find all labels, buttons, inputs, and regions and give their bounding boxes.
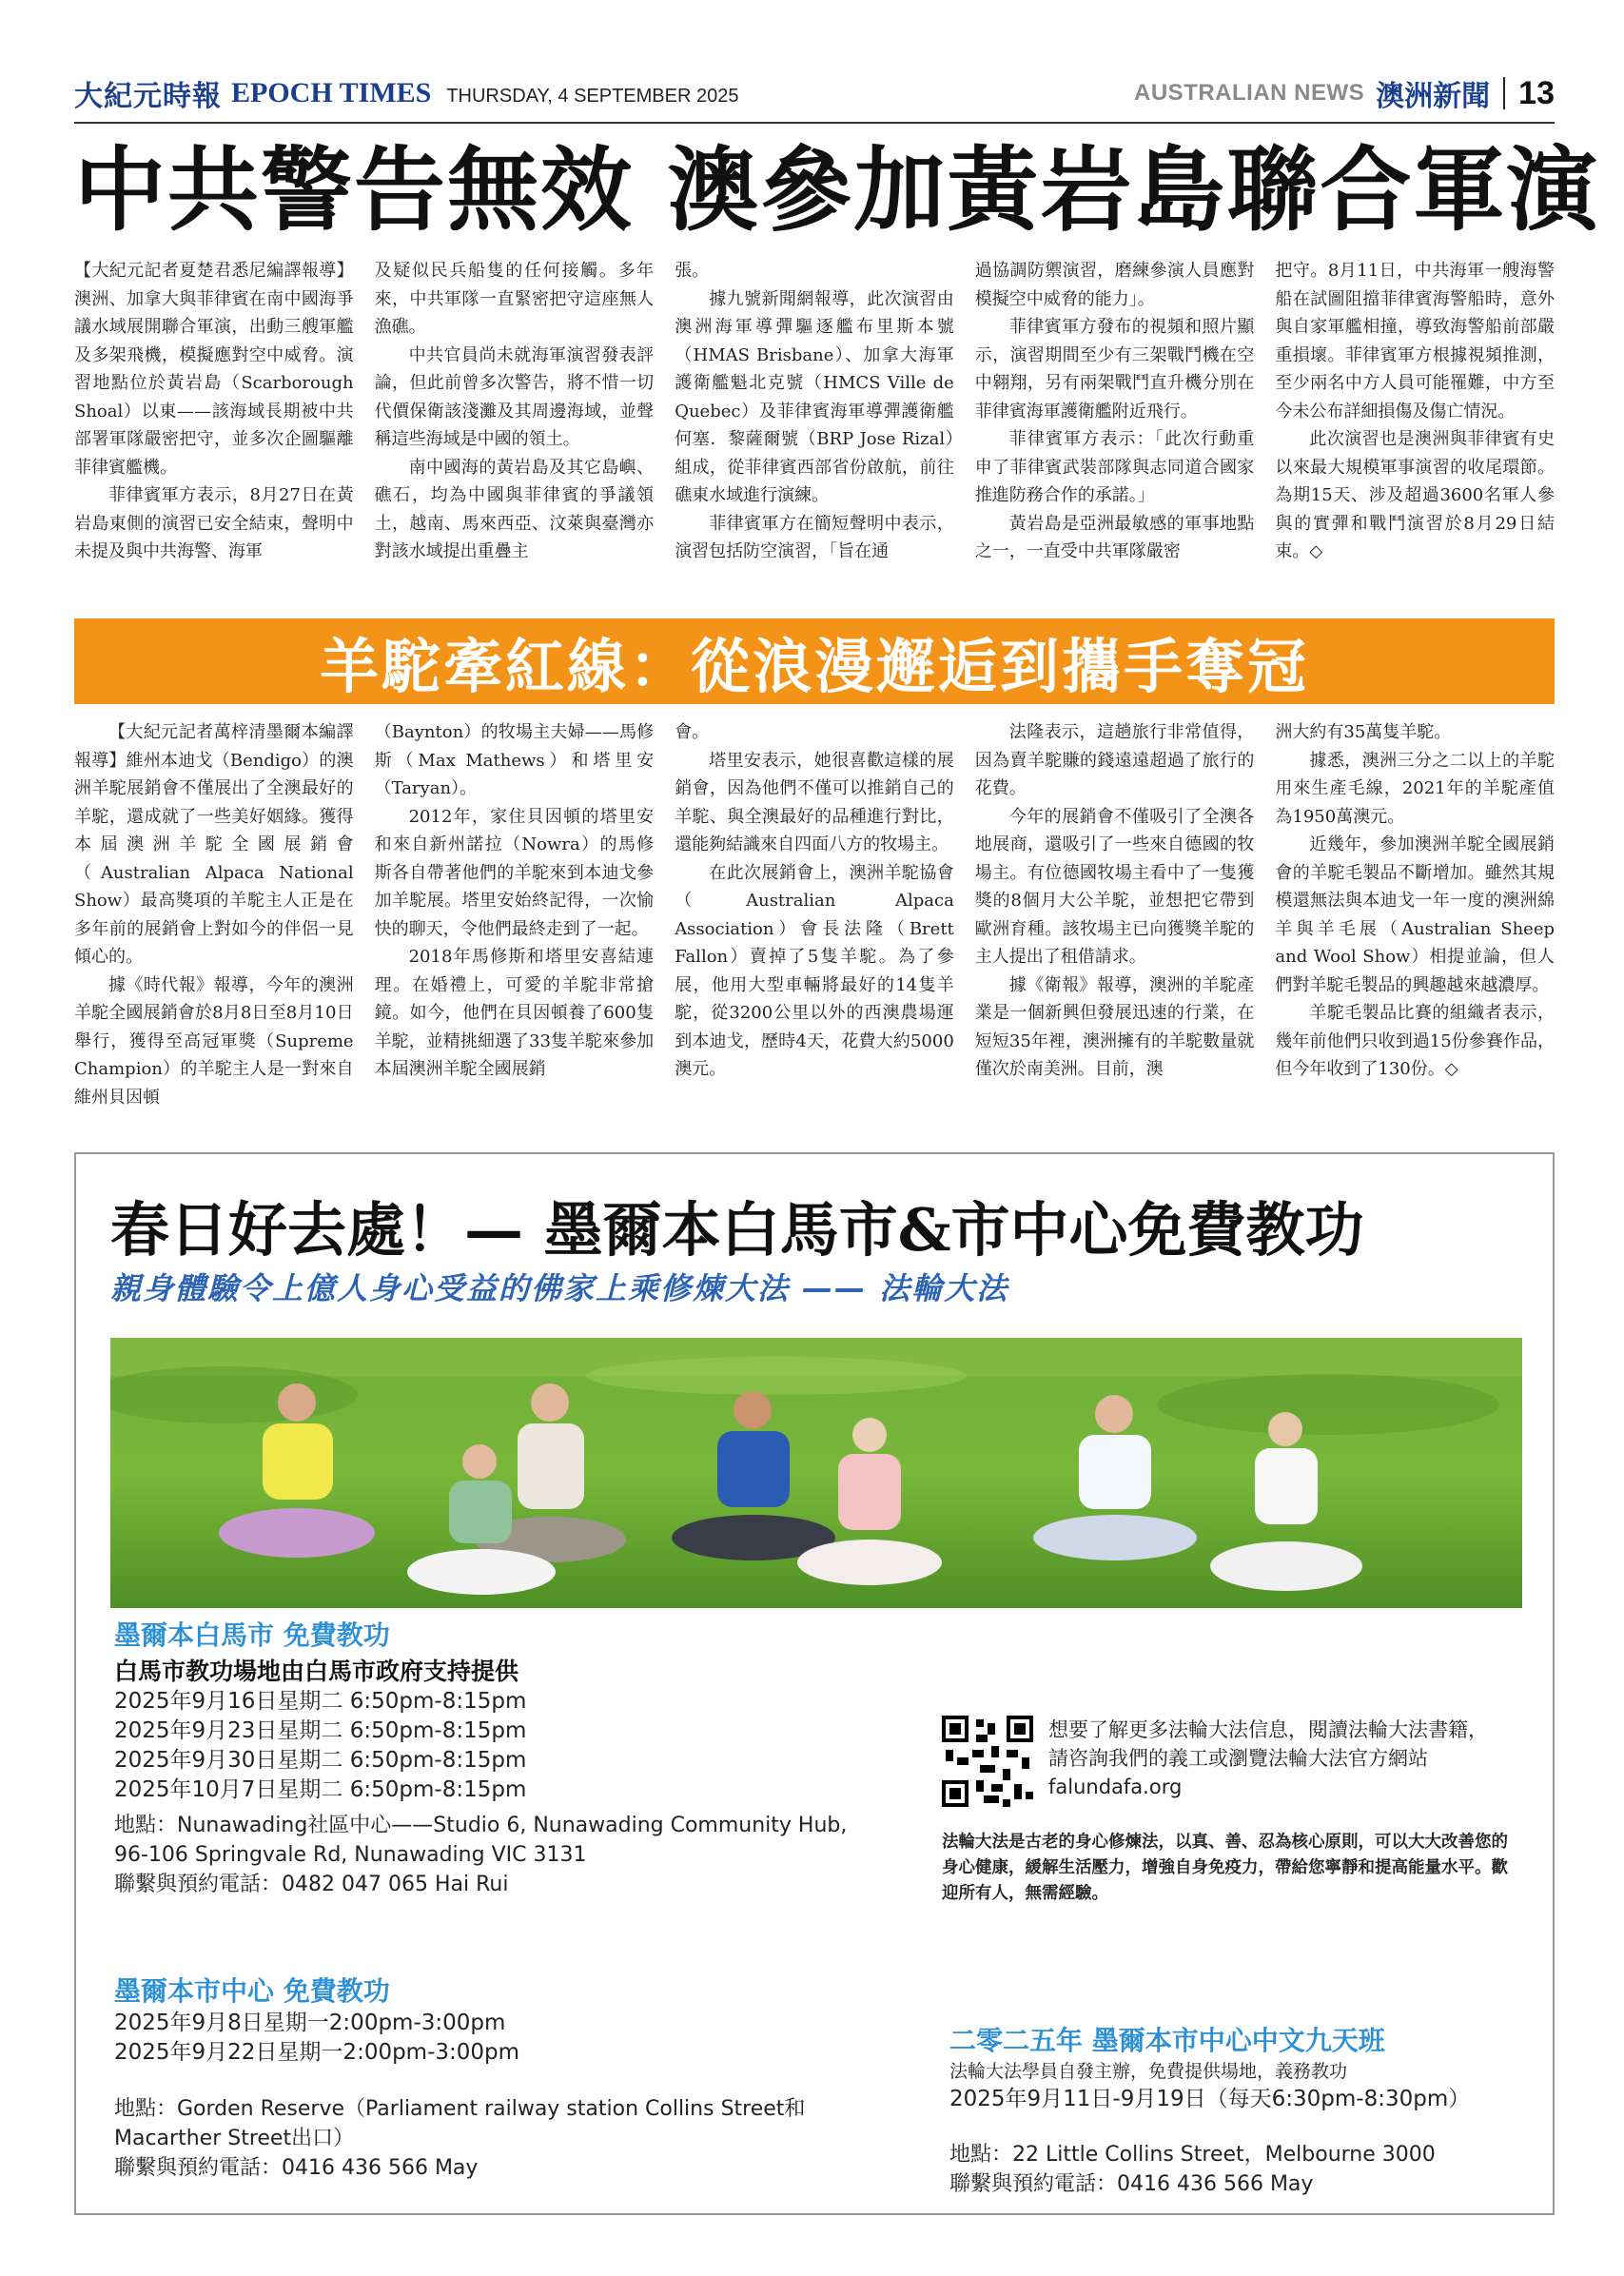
article2-column-5: [1275, 718, 1555, 1118]
article2-headline-banner: [74, 618, 1555, 704]
paragraph: 中共官員尚未就海軍演習發表評論，但此前曾多次警告，將不惜一切代價保衛該淺灘及其周邊海域，並聲稱這些海域是中國的領土。: [374, 344, 655, 449]
paragraph: 在此次展銷會上，澳洲羊駝協會（Australian Alpaca Association）會長法隆（Brett Fallon）賣掉了5隻羊駝。為了參展，他用大型車輛將最好的14隻羊駝，從3200公里以外的西澳農場運到本迪戈，歷時4天，花費大約5000澳元。: [675, 862, 954, 1079]
paragraph: 菲律賓軍方在簡短聲明中表示，演習包括防空演習，「旨在通: [675, 513, 954, 561]
section-label: [1134, 72, 1555, 114]
paragraph: （Baynton）的牧場主夫婦——馬修斯（Max Mathews）和塔里安（Taryan）。: [374, 722, 655, 798]
paragraph: 據《衛報》報導，澳洲的羊駝產業是一個新興但發展迅速的行業，在短短35年裡，澳洲擁有的羊駝數量就僅次於南美洲。目前，澳: [974, 974, 1255, 1079]
paragraph: 據悉，澳洲三分之二以上的羊駝用來生產毛線，2021年的羊駝產值為1950萬澳元。: [1275, 750, 1555, 827]
cbd-venue: 地點：Gorden Reserve（Parliament railway station Collins Street和Macarther Street出口）: [114, 2097, 806, 2150]
article1-column-5: [1275, 257, 1555, 609]
cbd-schedule: [114, 2009, 875, 2068]
nine-day-section: [949, 2020, 1530, 2114]
section-divider: [1503, 77, 1505, 109]
paragraph: 菲律賓軍方發布的視頻和照片顯示，演習期間至少有三架戰鬥機在空中翱翔，另有兩架戰鬥直升機分別在菲律賓海軍護衛艦附近飛行。: [974, 317, 1255, 422]
falun-dafa-advertisement: [74, 1152, 1555, 2215]
whitehorse-title: 墨爾本白馬市 免費教功: [114, 1619, 390, 1651]
article1-column-1: [74, 257, 354, 609]
paragraph: 2018年馬修斯和塔里安喜結連理。在婚禮上，可愛的羊駝非常搶鏡。如今，他們在貝因頓養了600隻羊駝，並精挑細選了33隻羊駝來參加本屆澳洲羊駝全國展銷: [374, 947, 655, 1079]
schedule-date: 2025年9月22日星期一2:00pm-3:00pm: [114, 2040, 520, 2065]
whitehorse-section: [114, 1615, 875, 1805]
cbd-section: [114, 1971, 875, 2068]
paragraph: 據《時代報》報導，今年的澳洲羊駝全國展銷會於8月8日至8月10日舉行，獲得至高冠軍獎（Supreme Champion）的羊駝主人是一對來自維州貝因頓: [74, 974, 354, 1108]
article2-headline: 羊駝牽紅線：從浪漫邂逅到攜手奪冠: [319, 631, 1309, 701]
article2-column-4: [975, 718, 1255, 1118]
paragraph: 洲大約有35萬隻羊駝。: [1275, 722, 1452, 742]
whitehorse-venue: 地點：Nunawading社區中心——Studio 6, Nunawading Community Hub, 96-106 Springvale Rd, Nunawading VIC 3131: [114, 1814, 848, 1867]
schedule-date: 2025年9月23日星期二 6:50pm-8:15pm: [114, 1718, 527, 1743]
section-name-chinese: 澳洲新聞: [1376, 80, 1491, 113]
whitehorse-schedule: [114, 1687, 875, 1805]
meditation-group-photo: [110, 1338, 1522, 1608]
cbd-title: 墨爾本市中心 免費教功: [114, 1975, 390, 2007]
masthead: [74, 67, 1555, 120]
cbd-contact: 聯繫與預約電話：0416 436 566 May: [114, 2156, 479, 2180]
newspaper-logo-english: EPOCH TIMES: [231, 77, 432, 108]
nine-day-dates: 2025年9月11日-9月19日（每天6:30pm-8:30pm）: [949, 2087, 1471, 2111]
paragraph: 法隆表示，這趟旅行非常值得，因為賣羊駝賺的錢遠遠超過了旅行的花費。: [974, 722, 1255, 798]
whitehorse-subtitle: 白馬市教功場地由白馬市政府支持提供: [114, 1658, 519, 1685]
qr-code-icon[interactable]: [942, 1716, 1033, 1807]
paragraph: 張。: [675, 261, 710, 281]
article2-body: [74, 718, 1555, 1118]
schedule-date: 2025年9月30日星期二 6:50pm-8:15pm: [114, 1748, 527, 1773]
paragraph: 【大紀元記者萬梓清墨爾本編譯報導】維州本迪戈（Bendigo）的澳洲羊駝展銷會不僅展出了全澳最好的羊駝，還成就了一些美好姻緣。獲得本屆澳洲羊駝全國展銷會（Australian Alpaca National Show）最高獎項的羊駝主人正是在多年前的展銷會上對如今的伴侶一見傾心的。: [74, 722, 354, 967]
nine-day-contact: 聯繫與預約電話：0416 436 566 May: [949, 2172, 1314, 2196]
nine-day-venue-block: [949, 2140, 1530, 2199]
paragraph: 菲律賓軍方表示：「此次行動重申了菲律賓武裝部隊與志同道合國家推進防務合作的承諾。」: [974, 429, 1255, 505]
article2-column-1: [74, 718, 354, 1118]
falun-dafa-description: 法輪大法是古老的身心修煉法，以真、善、忍為核心原則，可以大大改善您的身心健康，緩解生活壓力，增強自身免疫力，帶給您寧靜和提高能量水平。歡迎所有人，無需經驗。: [942, 1833, 1508, 1903]
paragraph: 南中國海的黃岩島及其它島嶼、礁石，均為中國與菲律賓的爭議領土，越南、馬來西亞、汶萊與臺灣亦對該水域提出重疊主: [374, 457, 655, 561]
issue-date: THURSDAY, 4 SEPTEMBER 2025: [446, 85, 739, 107]
schedule-date: 2025年9月16日星期二 6:50pm-8:15pm: [114, 1689, 527, 1714]
paragraph: 菲律賓軍方表示，8月27日在黃岩島東側的演習已安全結束，聲明中未提及與中共海警、海軍: [74, 485, 354, 561]
paragraph: 近幾年，參加澳洲羊駝全國展銷會的羊駝毛製品不斷增加。雖然其規模還無法與本迪戈一年一度的澳洲綿羊與羊毛展（Australian Sheep and Wool Show）相提並論，但人們對羊駝毛製品的興趣越來越濃厚。: [1275, 834, 1555, 995]
article1-headline: 中共警告無效 澳參加黃岩島聯合軍演: [74, 136, 1600, 244]
article1-column-3: [675, 257, 954, 609]
nine-day-subtitle: 法輪大法學員自發主辦，免費提供場地，義務教功: [949, 2061, 1348, 2082]
masthead-rule: [74, 122, 1555, 124]
paragraph: 據九號新聞網報導，此次演習由澳洲海軍導彈驅逐艦布里斯本號（HMAS Brisbane）、加拿大海軍護衛艦魁北克號（HMCS Ville de Quebec）及菲律賓海軍導彈護衛艦何塞．黎薩爾號（BRP Jose Rizal）組成，從菲律賓西部省份啟航，前往礁東水域進行演練。: [675, 288, 954, 505]
paragraph: 羊駝毛製品比賽的組織者表示，幾年前他們只收到過15份參賽作品，但今年收到了130份。◇: [1275, 1003, 1555, 1079]
nine-day-title: 二零二五年 墨爾本市中心中文九天班: [949, 2025, 1385, 2056]
paragraph: 今年的展銷會不僅吸引了全澳各地展商，還吸引了一些來自德國的牧場主。有位德國牧場主看中了一隻獲獎的8個月大公羊駝，並想把它帶到歐洲育種。該牧場主已向獲獎羊駝的主人提出了租借請求。: [974, 806, 1255, 967]
paragraph: 黃岩島是亞洲最敏感的軍事地點之一，一直受中共軍隊嚴密: [974, 513, 1255, 561]
paragraph: 把守。8月11日，中共海軍一艘海警船在試圖阻擋菲律賓海警船時，意外與自家軍艦相撞，導致海警船前部嚴重損壞。菲律賓軍方根據視頻推測，至少兩名中方人員可能罹難，中方至今未公布詳細損傷及傷亡情況。: [1275, 261, 1555, 422]
page-number: 13: [1518, 74, 1555, 111]
cbd-venue-block: [114, 2094, 875, 2183]
paragraph: 此次演習也是澳洲與菲律賓有史以來最大規模軍事演習的收尾環節。為期15天、涉及超過3600名軍人參與的實彈和戰鬥演習於8月29日結束。◇: [1275, 429, 1555, 561]
article1-column-4: [975, 257, 1255, 609]
ad-subtitle: 親身體驗令上億人身心受益的佛家上乘修煉大法 —— 法輪大法: [110, 1270, 1009, 1306]
schedule-date: 2025年10月7日星期二 6:50pm-8:15pm: [114, 1777, 527, 1802]
nine-day-venue: 地點：22 Little Collins Street，Melbourne 3000: [949, 2143, 1436, 2167]
article1-body: [74, 257, 1555, 609]
article2-column-2: [375, 718, 655, 1118]
qr-info-text: 想要了解更多法輪大法信息，閱讀法輪大法書籍，請咨詢我們的義工或瀏覽法輪大法官方網站falundafa.org: [1048, 1718, 1488, 1798]
paragraph: 2012年，家住貝因頓的塔里安和來自新州諾拉（Nowra）的馬修斯各自帶著他們的羊駝來到本迪戈參加羊駝展。塔里安始終記得，一次愉快的聊天，令他們最終走到了一起。: [374, 806, 655, 939]
paragraph: 過協調防禦演習，磨練參演人員應對模擬空中威脅的能力」。: [974, 261, 1255, 309]
paragraph: 【大紀元記者夏楚君悉尼編譯報導】澳洲、加拿大與菲律賓在南中國海爭議水域展開聯合軍演，出動三艘軍艦及多架飛機，模擬應對空中威脅。演習地點位於黃岩島（Scarborough Shoal）以東——該海域長期被中共部署軍隊嚴密把守，並多次企圖驅離菲律賓艦機。: [74, 261, 354, 478]
schedule-date: 2025年9月8日星期一2:00pm-3:00pm: [114, 2011, 506, 2035]
whitehorse-contact: 聯繫與預約電話：0482 047 065 Hai Rui: [114, 1873, 509, 1896]
paragraph: 及疑似民兵船隻的任何接觸。多年來，中共軍隊一直緊密把守這座無人漁礁。: [374, 261, 655, 337]
article1-column-2: [375, 257, 655, 609]
section-name-english: AUSTRALIAN NEWS: [1134, 80, 1365, 106]
paragraph: 塔里安表示，她很喜歡這樣的展銷會，因為他們不僅可以推銷自己的羊駝、與全澳最好的品種進行對比，還能夠結識來自四面八方的牧場主。: [675, 750, 954, 854]
newspaper-logo-chinese: 大紀元時報: [74, 80, 222, 113]
paragraph: 會。: [675, 722, 710, 742]
whitehorse-venue-block: [114, 1811, 875, 1899]
article2-column-3: [675, 718, 954, 1118]
ad-title: 春日好去處！— 墨爾本白馬市&市中心免費教功: [110, 1195, 1364, 1265]
